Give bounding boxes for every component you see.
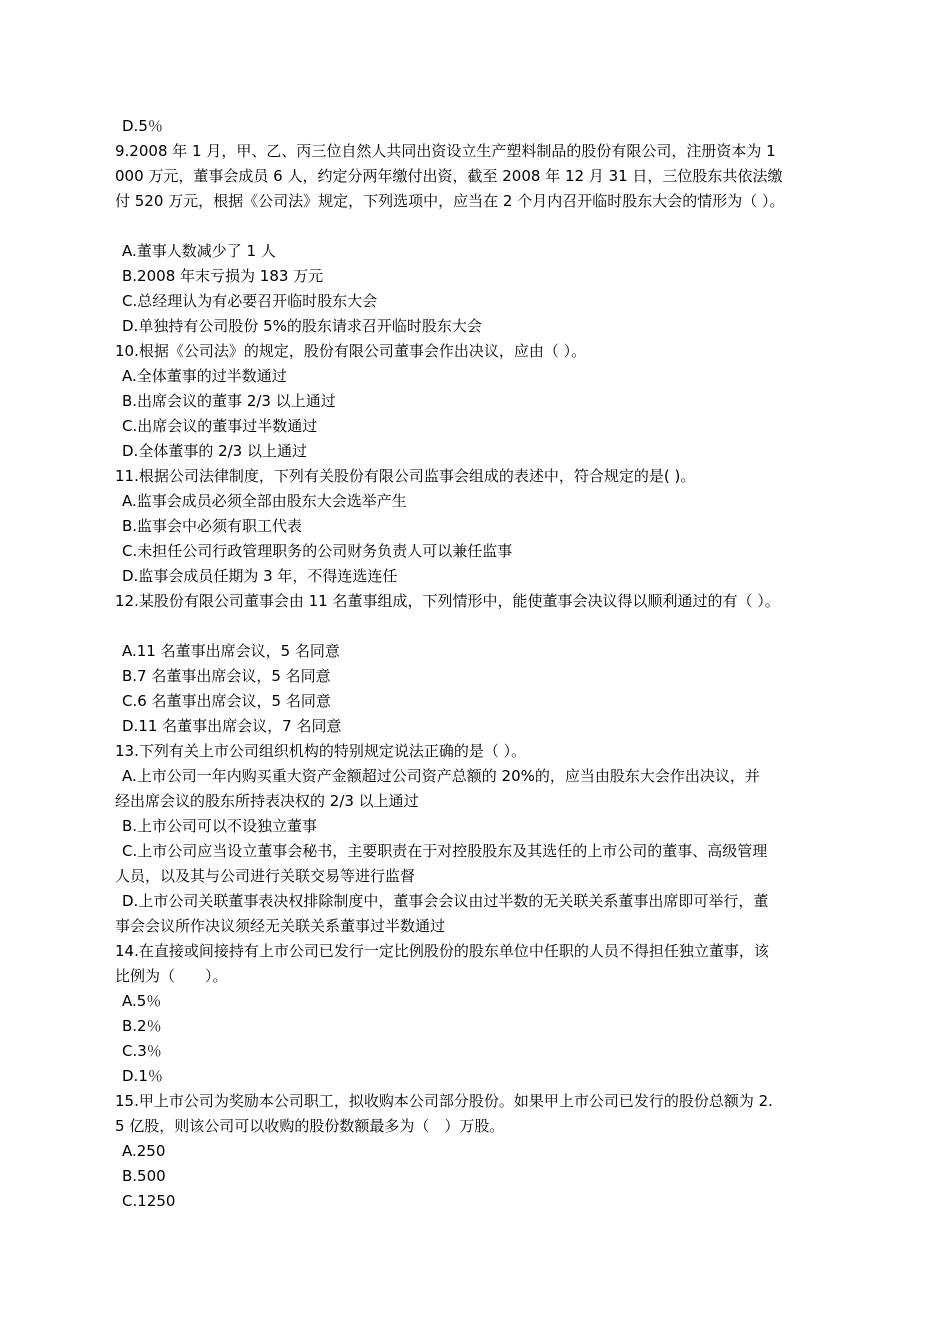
answer-option: C.未担任公司行政管理职务的公司财务负责人可以兼任监事 — [122, 542, 513, 560]
answer-option: C.出席会议的董事过半数通过 — [122, 417, 318, 435]
answer-option: B.2％ — [122, 1017, 162, 1035]
answer-option: D.11 名董事出席会议，7 名同意 — [122, 717, 342, 735]
question-text: 11.根据公司法律制度，下列有关股份有限公司监事会组成的表述中，符合规定的是( )。 — [115, 467, 696, 485]
question-text: 10.根据《公司法》的规定，股份有限公司董事会作出决议，应由（ ）。 — [115, 342, 587, 360]
answer-option: A.全体董事的过半数通过 — [122, 367, 287, 385]
answer-option: D.1％ — [122, 1067, 163, 1085]
answer-option: A.董事人数减少了 1 人 — [122, 242, 276, 260]
answer-option: D.上市公司关联董事表决权排除制度中，董事会会议由过半数的无关联关系董事出席即可举行，董 — [122, 892, 769, 910]
answer-option: A.11 名董事出席会议，5 名同意 — [122, 642, 340, 660]
answer-option: B.上市公司可以不设独立董事 — [122, 817, 318, 835]
question-text: 15.甲上市公司为奖励本公司职工，拟收购本公司部分股份。如果甲上市公司已发行的股份总额为 2. — [115, 1092, 773, 1110]
answer-option: A.监事会成员必须全部由股东大会选举产生 — [122, 492, 407, 510]
answer-option: C.上市公司应当设立董事会秘书，主要职责在于对控股股东及其选任的上市公司的董事、高级管理 — [122, 842, 768, 860]
answer-option: B.7 名董事出席会议，5 名同意 — [122, 667, 331, 685]
document-body — [115, 114, 838, 1214]
answer-option: B.出席会议的董事 2/3 以上通过 — [122, 392, 336, 410]
answer-option: A.上市公司一年内购买重大资产金额超过公司资产总额的 20%的，应当由股东大会作出决议，并 — [122, 767, 760, 785]
question-text: 经出席会议的股东所持表决权的 2/3 以上通过 — [115, 792, 419, 810]
answer-option: C.总经理认为有必要召开临时股东大会 — [122, 292, 378, 310]
question-text: 13.下列有关上市公司组织机构的特别规定说法正确的是（ ）。 — [115, 742, 527, 760]
answer-option: B.500 — [122, 1167, 166, 1185]
question-text: 14.在直接或间接持有上市公司已发行一定比例股份的股东单位中任职的人员不得担任独立董事，该 — [115, 942, 769, 960]
answer-option: B.2008 年末亏损为 183 万元 — [122, 267, 324, 285]
question-text: 9.2008 年 1 月，甲、乙、丙三位自然人共同出资设立生产塑料制品的股份有限公司，注册资本为 1 — [115, 142, 776, 160]
answer-option: B.监事会中必须有职工代表 — [122, 517, 303, 535]
answer-option: D.单独持有公司股份 5%的股东请求召开临时股东大会 — [122, 317, 482, 335]
answer-option: D.5％ — [122, 117, 163, 135]
answer-option: A.250 — [122, 1142, 166, 1160]
question-text: 人员，以及其与公司进行关联交易等进行监督 — [115, 867, 416, 885]
question-text: 比例为（ ）。 — [115, 967, 228, 985]
question-text: 事会会议所作决议须经无关联关系董事过半数通过 — [115, 917, 446, 935]
answer-option: C.1250 — [122, 1192, 176, 1210]
answer-option: D.监事会成员任期为 3 年，不得连选连任 — [122, 567, 398, 585]
question-text: 12.某股份有限公司董事会由 11 名董事组成，下列情形中，能使董事会决议得以顺利通过的有（ ）。 — [115, 592, 780, 610]
question-text: 5 亿股，则该公司可以收购的股份数额最多为（ ）万股。 — [115, 1117, 505, 1135]
answer-option: D.全体董事的 2/3 以上通过 — [122, 442, 307, 460]
blank-line — [115, 614, 838, 639]
answer-option: C.3％ — [122, 1042, 162, 1060]
question-text: 000 万元，董事会成员 6 人，约定分两年缴付出资，截至 2008 年 12 月 31 日，三位股东共依法缴 — [115, 167, 783, 185]
answer-option: A.5％ — [122, 992, 162, 1010]
blank-line — [115, 214, 838, 239]
answer-option: C.6 名董事出席会议，5 名同意 — [122, 692, 331, 710]
question-text: 付 520 万元，根据《公司法》规定，下列选项中，应当在 2 个月内召开临时股东大会的情形为（ ）。 — [115, 192, 785, 210]
